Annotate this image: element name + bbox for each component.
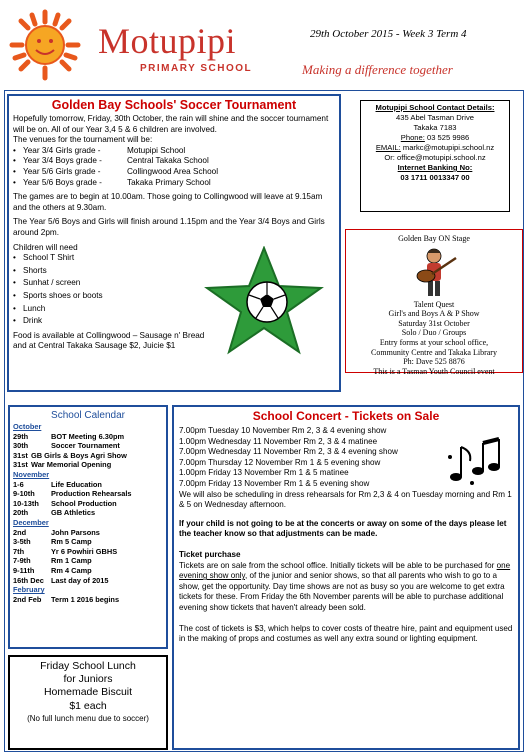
show-line: 1.00pm Friday 13 November Rm 1 & 5 matinee bbox=[179, 468, 349, 478]
lunch-line: for Juniors bbox=[63, 673, 113, 686]
calendar-row bbox=[13, 499, 163, 509]
calendar-event: Rm 5 Camp bbox=[51, 537, 92, 547]
calendar-date: 10-13th bbox=[13, 498, 39, 508]
calendar-date: 9-10th bbox=[13, 489, 35, 499]
calendar-date: 31st bbox=[13, 450, 28, 460]
show-line: 7.00pm Friday 13 November Rm 1 & 5 evening show bbox=[179, 478, 370, 488]
month-label: December bbox=[13, 517, 49, 527]
calendar-event: Rm 4 Camp bbox=[51, 565, 92, 575]
calendar-event: Yr 6 Powhiri GBHS bbox=[51, 546, 118, 556]
lunch-line: $1 each bbox=[69, 699, 107, 712]
soccer-intro: Hopefully tomorrow, Friday, 30th October, the rain will shine and the soccer tournament will be on. All of our Year 3,4 5 & 6 children are involved. bbox=[13, 114, 329, 134]
venue-grade: Year 5/6 Boys grade - bbox=[23, 177, 102, 187]
month-label: February bbox=[13, 585, 45, 595]
calendar-row bbox=[13, 451, 163, 461]
finish-times: The Year 5/6 Boys and Girls will finish around 1.15pm and the Year 3/4 Boys and Girls around 2pm. bbox=[13, 217, 325, 237]
talent-quest-box bbox=[345, 229, 523, 376]
show-line: 7.00pm Tuesday 10 November Rm 2, 3 & 4 evening show bbox=[179, 426, 387, 435]
calendar-row bbox=[13, 556, 163, 566]
calendar-date: 16th Dec bbox=[13, 575, 44, 585]
talent-line: Community Centre and Takaka Library bbox=[371, 347, 497, 357]
venues-list: • Year 3/4 Girls grade - Motupipi School • Year 3/4 Boys grade - Central Takaka School • Year 5/6 Girls grade - Collingwood Area School • Year 5/6 Boys grade - Takaka Primary School bbox=[13, 146, 335, 188]
calendar-event: Term 1 2016 begins bbox=[51, 594, 120, 604]
calendar-event: Rm 1 Camp bbox=[51, 556, 92, 566]
school-logo-sun-icon bbox=[8, 8, 82, 82]
calendar-event: Last day of 2015 bbox=[51, 575, 109, 585]
calendar-row bbox=[13, 595, 163, 605]
calendar-row bbox=[13, 537, 163, 547]
lunch-line: Friday School Lunch bbox=[40, 660, 136, 672]
calendar-event: GB Girls & Boys Agri Show bbox=[31, 450, 127, 460]
calendar-event: Life Education bbox=[51, 479, 102, 489]
calendar-date: 9-11th bbox=[13, 565, 35, 575]
calendar-date: 2nd bbox=[13, 527, 27, 537]
list-item: • Lunch bbox=[13, 304, 335, 315]
talent-line: Ph: Dave 525 8876 bbox=[403, 357, 465, 367]
calendar-event: School Production bbox=[51, 498, 117, 508]
email-alt-link[interactable]: Or: office@motupipi.school.nz bbox=[384, 153, 486, 162]
show-line: 1.00pm Wednesday 11 November Rm 2, 3 & 4 matinee bbox=[179, 436, 378, 446]
school-concert-box bbox=[172, 405, 520, 750]
rehearsal-note: We will also be scheduling in dress rehearsals for Rm 2,3 & 4 on Tuesday morning and Rm 1 & 5 on Wednesday afternoon. bbox=[179, 489, 512, 510]
bank-number: 03 1711 0013347 00 bbox=[400, 173, 470, 182]
calendar-row bbox=[13, 432, 163, 442]
school-motto: Making a difference together bbox=[302, 62, 453, 77]
venue-name: Collingwood Area School bbox=[127, 166, 219, 176]
talent-line: Solo / Duo / Groups bbox=[401, 328, 467, 338]
show-line: 7.00pm Thursday 12 November Rm 1 & 5 evening show bbox=[179, 457, 381, 467]
calendar-row bbox=[13, 547, 163, 557]
school-name: Motupipi bbox=[98, 21, 237, 61]
calendar-row bbox=[13, 489, 163, 499]
calendar-event: John Parsons bbox=[51, 527, 100, 537]
talent-line: Talent Quest bbox=[413, 299, 455, 309]
talent-line: Girl's and Boys A & P Show bbox=[388, 309, 480, 319]
school-subtitle: PRIMARY SCHOOL bbox=[140, 63, 253, 74]
game-times: The games are to begin at 10.00am. Those going to Collingwood will leave at 9.15am and the others at 9.30am. bbox=[13, 192, 323, 212]
venue-grade: Year 3/4 Boys grade - bbox=[23, 156, 102, 166]
phone-label: Phone: bbox=[400, 133, 425, 142]
email-link[interactable]: markc@motupipi.school.nz bbox=[402, 143, 495, 152]
guitar-player-icon bbox=[346, 246, 522, 298]
calendar-row bbox=[13, 460, 163, 470]
calendar-title: School Calendar bbox=[51, 410, 125, 421]
food-line-1: Food is available at Collingwood – Sausage n' Bread bbox=[13, 330, 205, 340]
calendar-date: 2nd Feb bbox=[13, 594, 42, 604]
cost-note: The cost of tickets is $3, which helps to cover costs of theatre hire, paint and equipment used in the making of props and costumes as well any extra sound or lighting equipment. bbox=[179, 623, 513, 644]
venue-name: Motupipi School bbox=[127, 145, 186, 155]
email-label: EMAIL: bbox=[375, 143, 401, 152]
calendar-event: Production Rehearsals bbox=[51, 489, 132, 499]
list-item: • School T Shirt bbox=[13, 253, 335, 264]
need-heading: Children will need bbox=[13, 242, 78, 252]
purchase-text: Tickets are on sale from the school office. Initially tickets will be able to be purchased for one evening show only, of the junior and senior shows, so that all parents who wish to go to a show, get the opportunity. Day time shows are not as busy so you are welcome to get extra tickets for these. From Friday the 6th November parents will be able to purchase additional evening show tickets that haven't already been sold. bbox=[179, 560, 511, 612]
calendar-date: 3-5th bbox=[13, 537, 31, 547]
phone-number: 03 525 9986 bbox=[426, 133, 470, 142]
talent-line: Entry forms at your school office, bbox=[379, 337, 489, 347]
venues-heading: The venues for the tournament will be: bbox=[13, 135, 153, 145]
soccer-tournament-box bbox=[7, 94, 341, 392]
star-soccer-ball-icon bbox=[199, 246, 329, 356]
calendar-event: Soccer Tournament bbox=[51, 441, 120, 451]
calendar-date: 31st bbox=[13, 460, 28, 470]
calendar-row bbox=[13, 566, 163, 576]
soccer-title: Golden Bay Schools' Soccer Tournament bbox=[51, 98, 297, 112]
calendar-date: 29th bbox=[13, 431, 29, 441]
calendar-event: BOT Meeting 6.30pm bbox=[51, 431, 125, 441]
venue-name: Takaka Primary School bbox=[127, 177, 211, 187]
calendar-event: War Memorial Opening bbox=[31, 460, 112, 470]
calendar-row bbox=[13, 441, 163, 451]
list-item: • Drink bbox=[13, 316, 335, 327]
calendar-row bbox=[13, 480, 163, 490]
venue-grade: Year 5/6 Girls grade - bbox=[23, 166, 101, 176]
school-lunch-box bbox=[8, 655, 168, 750]
school-contact-box bbox=[360, 100, 510, 212]
lunch-note: (No full lunch menu due to soccer) bbox=[27, 713, 149, 723]
bank-label: Internet Banking No: bbox=[397, 163, 473, 172]
talent-line: Saturday 31st October bbox=[398, 318, 470, 328]
calendar-date: 7-9th bbox=[13, 556, 31, 566]
list-item: • Shorts bbox=[13, 266, 335, 277]
list-item: • Sunhat / screen bbox=[13, 278, 335, 289]
lunch-line: Homemade Biscuit bbox=[43, 686, 133, 699]
calendar-date: 7th bbox=[13, 546, 25, 556]
venue-name: Central Takaka School bbox=[127, 156, 209, 166]
venue-grade: Year 3/4 Girls grade - bbox=[23, 145, 101, 155]
contact-address-1: 435 Abel Tasman Drive bbox=[396, 113, 474, 122]
calendar-date: 1-6 bbox=[13, 479, 24, 489]
contact-address-2: Takaka 7183 bbox=[413, 123, 457, 132]
list-item: • Sports shoes or boots bbox=[13, 291, 335, 302]
calendar-row bbox=[13, 576, 163, 586]
calendar-date: 30th bbox=[13, 441, 29, 451]
calendar-row bbox=[13, 508, 163, 518]
talent-heading: Golden Bay ON Stage bbox=[398, 234, 470, 243]
month-label: November bbox=[13, 469, 50, 479]
concert-title: School Concert - Tickets on Sale bbox=[252, 409, 440, 423]
calendar-event: GB Athletics bbox=[51, 508, 96, 518]
month-label: October bbox=[13, 422, 42, 431]
issue-date-line: 29th October 2015 - Week 3 Term 4 bbox=[310, 28, 467, 40]
school-calendar-box bbox=[8, 405, 168, 649]
contact-title: Motupipi School Contact Details: bbox=[375, 103, 495, 112]
purchase-heading: Ticket purchase bbox=[179, 549, 241, 559]
show-line: 7.00pm Wednesday 11 November Rm 2, 3 & 4 evening show bbox=[179, 447, 398, 457]
calendar-date: 20th bbox=[13, 508, 29, 518]
music-notes-icon bbox=[444, 437, 504, 489]
absent-note: If your child is not going to be at the concerts or away on some of the days please let the teacher know so that adjustments can be made. bbox=[179, 518, 507, 539]
talent-line: This is a Tasman Youth Council event bbox=[373, 366, 495, 376]
food-line-2: and at Central Takaka Sausage $2, Juicie $1 bbox=[13, 341, 176, 351]
calendar-row bbox=[13, 528, 163, 538]
